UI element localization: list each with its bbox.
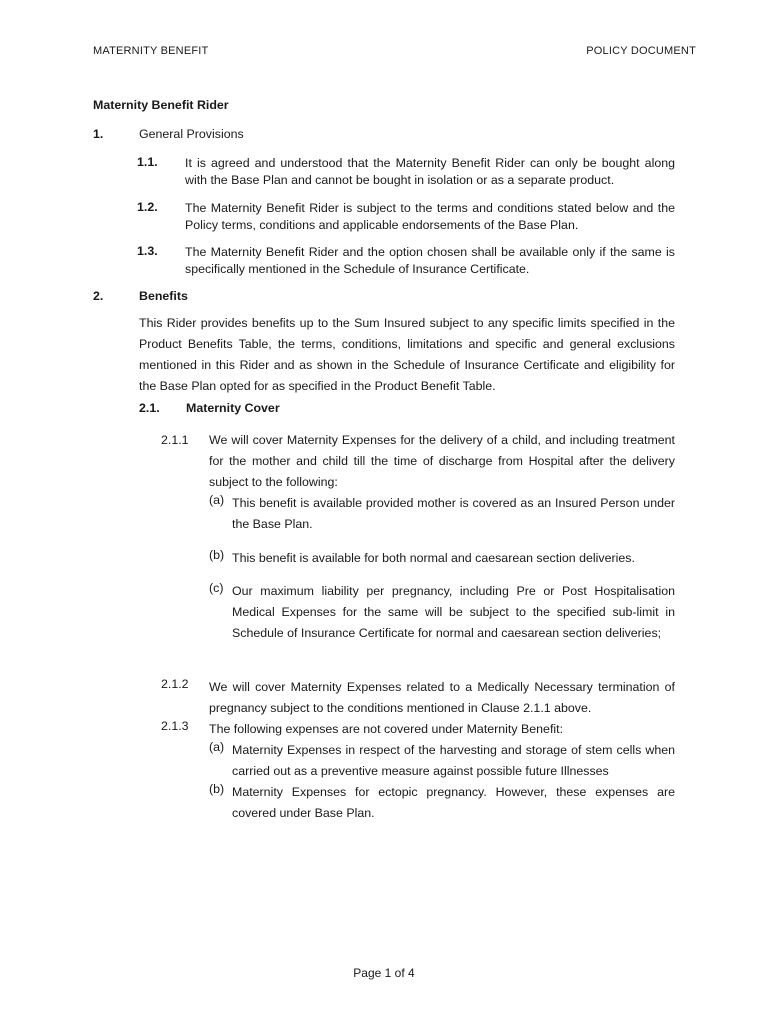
item-2-1-1-a-label: (a) bbox=[209, 493, 225, 507]
clause-1-3-text: The Maternity Benefit Rider and the option chosen shall be available only if the same is specifically mentioned in the Schedule of Insurance Certificate. bbox=[185, 245, 675, 276]
clause-2-1-2-text: We will cover Maternity Expenses related to a Medically Necessary termination of pregnancy subject to the conditions mentioned in Clause 2.1.1 above. bbox=[209, 680, 675, 715]
item-2-1-1-b-label: (b) bbox=[209, 548, 225, 562]
clause-1-2-number: 1.2. bbox=[137, 200, 158, 214]
subsection-2-1-heading: Maternity Cover bbox=[186, 401, 280, 415]
clause-2-1-3-text: The following expenses are not covered under Maternity Benefit: bbox=[209, 722, 564, 736]
item-2-1-3-a-text: Maternity Expenses in respect of the harvesting and storage of stem cells when carried out as a preventive measure against possible future Illnesses bbox=[232, 743, 675, 778]
item-2-1-1-c-text: Our maximum liability per pregnancy, including Pre or Post Hospitalisation Medical Expenses for the same will be subject to the specified sub-limit in Schedule of Insurance Certificate for normal and caesarean section deliveries; bbox=[232, 584, 675, 640]
section-2-heading: Benefits bbox=[139, 289, 188, 303]
item-2-1-3-b-label: (b) bbox=[209, 782, 225, 796]
clause-1-1-text: It is agreed and understood that the Maternity Benefit Rider can only be bought along with the Base Plan and cannot be bought in isolation or as a separate product. bbox=[185, 156, 675, 187]
clause-2-1-1-text: We will cover Maternity Expenses for the delivery of a child, and including treatment for the mother and child till the time of discharge from Hospital after the delivery subject to the following: bbox=[209, 433, 675, 489]
subsection-2-1-number: 2.1. bbox=[139, 401, 160, 415]
section-2-number: 2. bbox=[93, 289, 104, 303]
clause-1-3-number: 1.3. bbox=[137, 244, 158, 258]
page-number: Page 1 of 4 bbox=[353, 966, 415, 980]
item-2-1-3-a-label: (a) bbox=[209, 740, 225, 754]
clause-1-2-text: The Maternity Benefit Rider is subject to the terms and conditions stated below and the Policy terms, conditions and applicable endorsements of the Base Plan. bbox=[185, 201, 675, 232]
clause-2-1-3-number: 2.1.3 bbox=[161, 719, 189, 733]
item-2-1-3-b-text: Maternity Expenses for ectopic pregnancy. However, these expenses are covered under Base Plan. bbox=[232, 785, 675, 820]
header-left: MATERNITY BENEFIT bbox=[93, 45, 209, 57]
clause-2-1-1-number: 2.1.1 bbox=[161, 433, 189, 447]
item-2-1-1-c-label: (c) bbox=[209, 581, 224, 595]
section-2-intro: This Rider provides benefits up to the Sum Insured subject to any specific limits specified in the Product Benefits Table, the terms, conditions, limitations and specific and general exclusions mentioned in this Rider and as shown in the Schedule of Insurance Certificate and eligibility for the Base Plan opted for as specified in the Product Benefit Table. bbox=[139, 316, 675, 393]
section-1-heading: General Provisions bbox=[139, 127, 244, 141]
clause-1-1-number: 1.1. bbox=[137, 155, 158, 169]
item-2-1-1-b-text: This benefit is available for both normal and caesarean section deliveries. bbox=[232, 551, 635, 565]
clause-2-1-2-number: 2.1.2 bbox=[161, 677, 189, 691]
header-right: POLICY DOCUMENT bbox=[586, 45, 696, 57]
item-2-1-1-a-text: This benefit is available provided mother is covered as an Insured Person under the Base Plan. bbox=[232, 496, 675, 531]
document-title: Maternity Benefit Rider bbox=[93, 98, 229, 112]
section-1-number: 1. bbox=[93, 127, 104, 141]
